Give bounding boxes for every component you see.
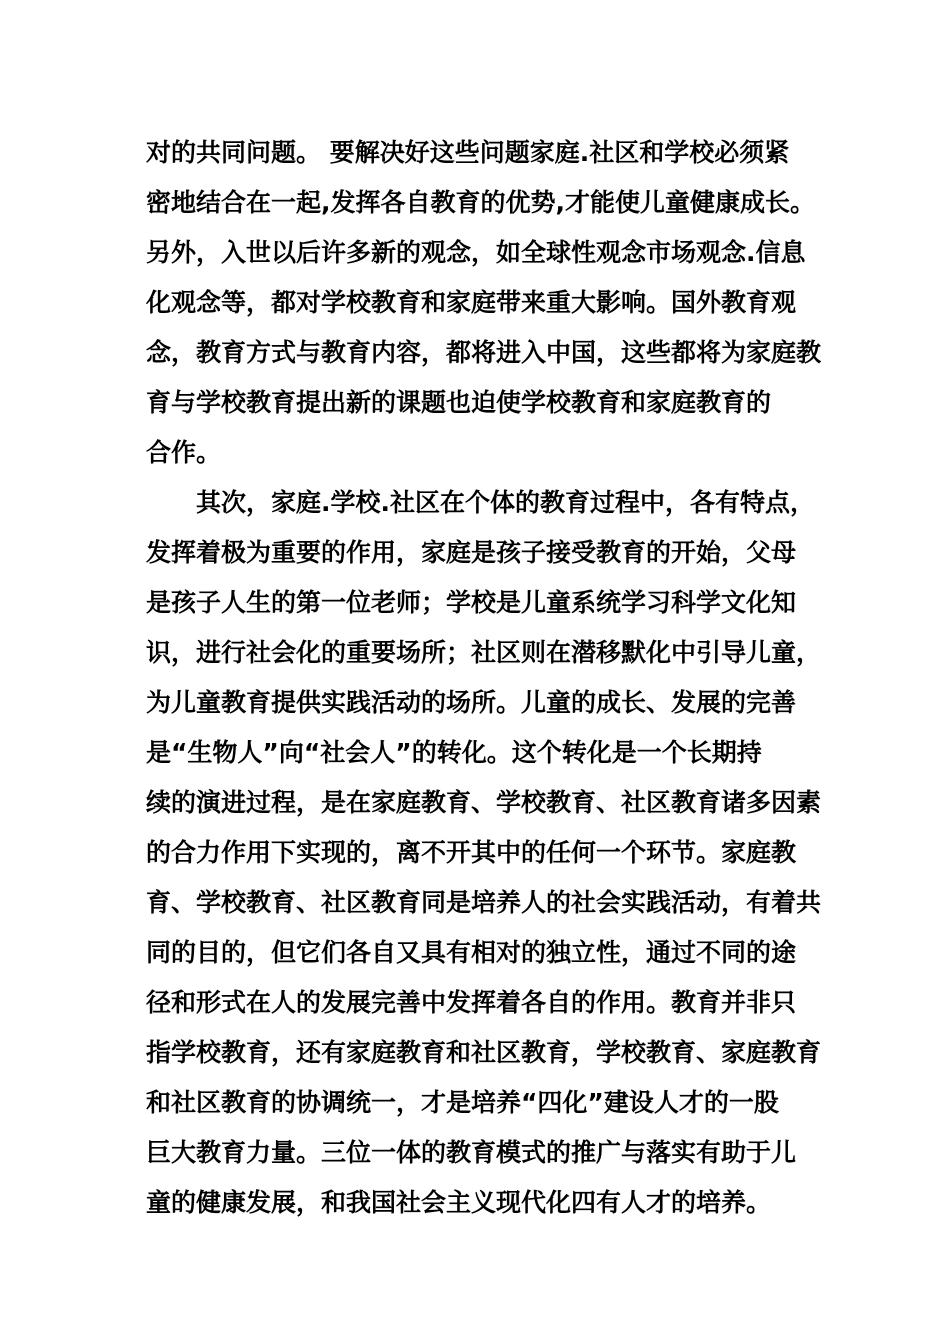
text-line: 是孩子人生的第一位老师；学校是儿童系统学习科学文化知 — [146, 588, 797, 617]
text-line: 化观念等，都对学校教育和家庭带来重大影响。国外教育观 — [146, 288, 797, 317]
text-line: 发挥着极为重要的作用，家庭是孩子接受教育的开始，父母 — [146, 538, 797, 567]
text-line: 对的共同问题。 要解决好这些问题家庭.社区和学校必须紧 — [146, 138, 790, 167]
text-line: 童的健康发展，和我国社会主义现代化四有人才的培养。 — [146, 1188, 772, 1217]
paragraph-start-line: 其次，家庭.学校.社区在个体的教育过程中，各有特点， — [196, 488, 815, 517]
text-line: 为儿童教育提供实践活动的场所。儿童的成长、发展的完善 — [146, 688, 797, 717]
text-line: 的合力作用下实现的，离不开其中的任何一个环节。家庭教 — [146, 838, 797, 867]
text-line: 同的目的，但它们各自又具有相对的独立性，通过不同的途 — [146, 938, 797, 967]
text-line: 径和形式在人的发展完善中发挥着各自的作用。教育并非只 — [146, 988, 797, 1017]
text-line: 念，教育方式与教育内容，都将进入中国，这些都将为家庭教 — [146, 338, 822, 367]
text-line: 指学校教育，还有家庭教育和社区教育，学校教育、家庭教育 — [146, 1038, 822, 1067]
text-line: 是“生物人”向“社会人”的转化。这个转化是一个长期持 — [146, 738, 762, 767]
text-line: 识，进行社会化的重要场所；社区则在潜移默化中引导儿童， — [146, 638, 822, 667]
text-line: 合作。 — [146, 438, 222, 467]
text-line: 巨大教育力量。三位一体的教育模式的推广与落实有助于儿 — [146, 1138, 797, 1167]
text-line: 育与学校教育提出新的课题也迫使学校教育和家庭教育的 — [146, 388, 772, 417]
text-line: 育、学校教育、社区教育同是培养人的社会实践活动，有着共 — [146, 888, 822, 917]
text-line: 密地结合在一起,发挥各自教育的优势,才能使儿童健康成长。 — [146, 188, 815, 217]
body-text — [146, 128, 846, 1228]
text-line: 和社区教育的协调统一，才是培养“四化”建设人才的一股 — [146, 1088, 779, 1117]
text-line: 续的演进过程，是在家庭教育、学校教育、社区教育诸多因素 — [146, 788, 822, 817]
text-line: 另外，入世以后许多新的观念，如全球性观念市场观念.信息 — [146, 238, 806, 267]
